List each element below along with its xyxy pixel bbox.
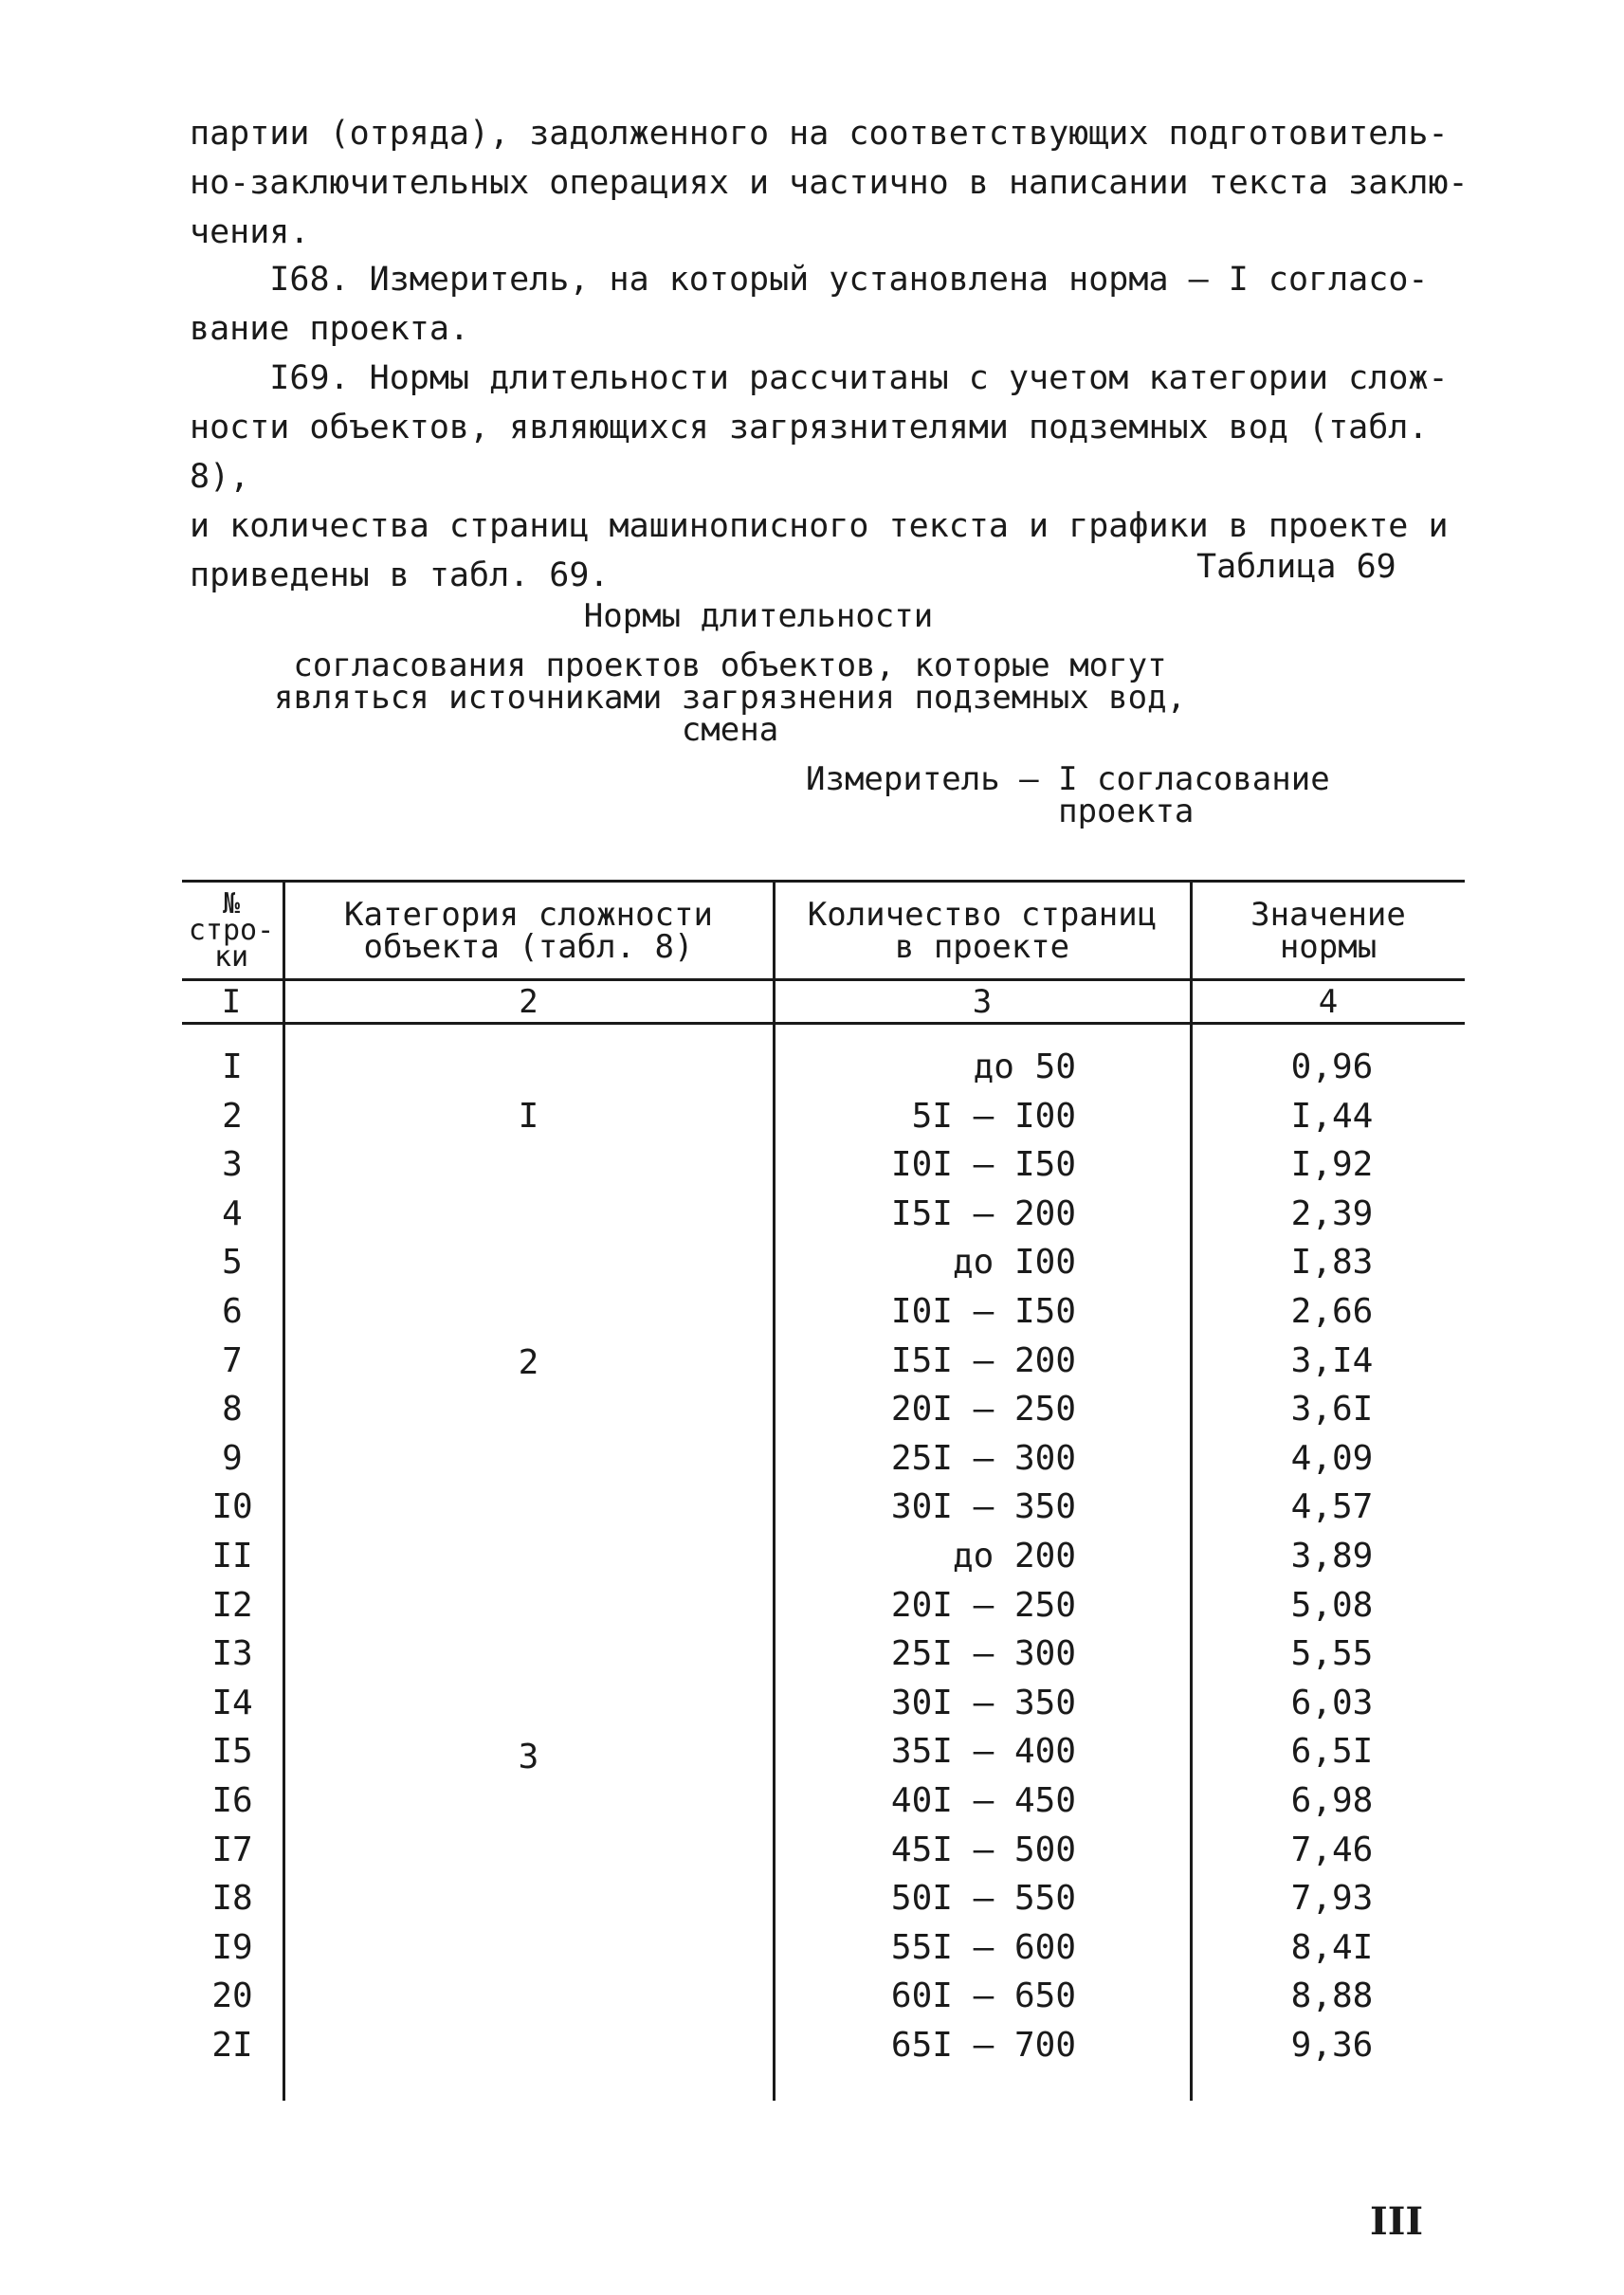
row-page-range: 65I – 700: [890, 2026, 1076, 2065]
row-page-range: 20I – 250: [890, 1586, 1076, 1625]
table-subtitle: согласования проектов объектов, которые могут являться источниками загрязнения подземных вод, смена: [273, 647, 1187, 749]
row-number: I4: [211, 1684, 253, 1722]
row-page-range: 60I – 650: [890, 1976, 1076, 2015]
row-number: 7: [222, 1341, 243, 1380]
row-page-range: 30I – 350: [890, 1487, 1076, 1526]
row-norm-value: 3,89: [1290, 1537, 1374, 1576]
row-number: 20: [211, 1976, 253, 2015]
row-norm-value: 0,96: [1290, 1047, 1374, 1086]
category-1: I: [518, 1097, 539, 1136]
row-norm-value: 7,93: [1290, 1879, 1374, 1918]
row-number: 8: [222, 1390, 243, 1429]
row-norm-value: 5,55: [1290, 1634, 1374, 1673]
row-norm-value: I,83: [1290, 1243, 1374, 1282]
col-number-4: 4: [1318, 983, 1339, 1021]
row-number: I5: [211, 1732, 253, 1771]
row-page-range: 40I – 450: [890, 1781, 1076, 1820]
row-norm-value: I,44: [1290, 1097, 1374, 1136]
col-number-1: I: [221, 983, 242, 1021]
col-number-3: 3: [972, 983, 993, 1021]
row-norm-value: 3,6I: [1290, 1390, 1374, 1429]
row-norm-value: 4,09: [1290, 1439, 1374, 1478]
row-number: II: [211, 1537, 253, 1576]
row-number: I3: [211, 1634, 253, 1673]
row-page-range: 25I – 300: [890, 1439, 1076, 1478]
row-norm-value: 7,46: [1290, 1831, 1374, 1869]
row-number: I: [222, 1047, 243, 1086]
row-number: I9: [211, 1928, 253, 1967]
page-number: III: [1370, 2199, 1424, 2244]
category-2: 2: [518, 1343, 539, 1382]
row-page-range: 30I – 350: [890, 1684, 1076, 1722]
row-number: I8: [211, 1879, 253, 1918]
table-title: Нормы длительности: [583, 597, 934, 635]
paragraph-169: I69. Нормы длительности рассчитаны с учетом категории слож- ности объектов, являющихся загрязнителями подземных вод (табл. 8), и количества страниц машинописного текста и графики в проекте и приведены в табл. 69.: [190, 359, 1449, 594]
row-page-range: до I00: [952, 1243, 1076, 1282]
row-norm-value: 2,39: [1290, 1194, 1374, 1233]
row-page-range: 55I – 600: [890, 1928, 1076, 1967]
header-page-count: Количество страниц в проекте: [807, 896, 1158, 966]
row-norm-value: 6,5I: [1290, 1732, 1374, 1771]
row-page-range: I0I – I50: [890, 1145, 1076, 1184]
row-page-range: 35I – 400: [890, 1732, 1076, 1771]
row-page-range: 25I – 300: [890, 1634, 1076, 1673]
row-page-range: 20I – 250: [890, 1390, 1076, 1429]
row-norm-value: 6,98: [1290, 1781, 1374, 1820]
row-number: I6: [211, 1781, 253, 1820]
col-number-rule: [182, 1022, 1465, 1025]
header-category: Категория сложности объекта (табл. 8): [344, 896, 713, 966]
row-number: I7: [211, 1831, 253, 1869]
row-page-range: 45I – 500: [890, 1831, 1076, 1869]
col-divider-3: [1190, 880, 1193, 2101]
row-norm-value: 4,57: [1290, 1487, 1374, 1526]
row-number: 3: [222, 1145, 243, 1184]
row-norm-value: 8,88: [1290, 1976, 1374, 2015]
paragraph-168: I68. Измеритель, на который установлена норма – I согласо- вание проекта.: [190, 261, 1429, 348]
header-row-number: № стро- ки: [188, 887, 275, 974]
row-page-range: 5I – I00: [911, 1097, 1076, 1136]
row-number: I2: [211, 1586, 253, 1625]
col-number-2: 2: [519, 983, 538, 1021]
row-page-range: до 200: [952, 1537, 1076, 1576]
row-number: 2I: [211, 2026, 253, 2065]
header-bottom-rule: [182, 978, 1465, 981]
measure-unit: Измеритель – I согласование проекта: [806, 760, 1330, 830]
table-label: Таблица 69: [1196, 548, 1396, 586]
row-number: 4: [222, 1194, 243, 1233]
row-page-range: I5I – 200: [890, 1341, 1076, 1380]
row-norm-value: I,92: [1290, 1145, 1374, 1184]
row-norm-value: 8,4I: [1290, 1928, 1374, 1967]
col-divider-2: [773, 880, 776, 2101]
row-norm-value: 5,08: [1290, 1586, 1374, 1625]
paragraph-intro: партии (отряда), задолженного на соответствующих подготовитель- но-заключительных операциях и частично в написании текста заклю- чения.: [190, 115, 1469, 251]
row-number: 5: [222, 1243, 243, 1282]
row-page-range: 50I – 550: [890, 1879, 1076, 1918]
row-page-range: I0I – I50: [890, 1292, 1076, 1331]
table-top-rule: [182, 880, 1465, 883]
row-number: 9: [222, 1439, 243, 1478]
row-number: 6: [222, 1292, 243, 1331]
row-page-range: до 50: [973, 1047, 1076, 1086]
row-number: 2: [222, 1097, 243, 1136]
row-norm-value: 2,66: [1290, 1292, 1374, 1331]
row-page-range: I5I – 200: [890, 1194, 1076, 1233]
row-norm-value: 3,I4: [1290, 1341, 1374, 1380]
category-3: 3: [518, 1738, 539, 1776]
row-norm-value: 9,36: [1290, 2026, 1374, 2065]
row-number: I0: [211, 1487, 253, 1526]
row-norm-value: 6,03: [1290, 1684, 1374, 1722]
col-divider-1: [283, 880, 285, 2101]
header-norm-value: Значение нормы: [1250, 896, 1406, 966]
